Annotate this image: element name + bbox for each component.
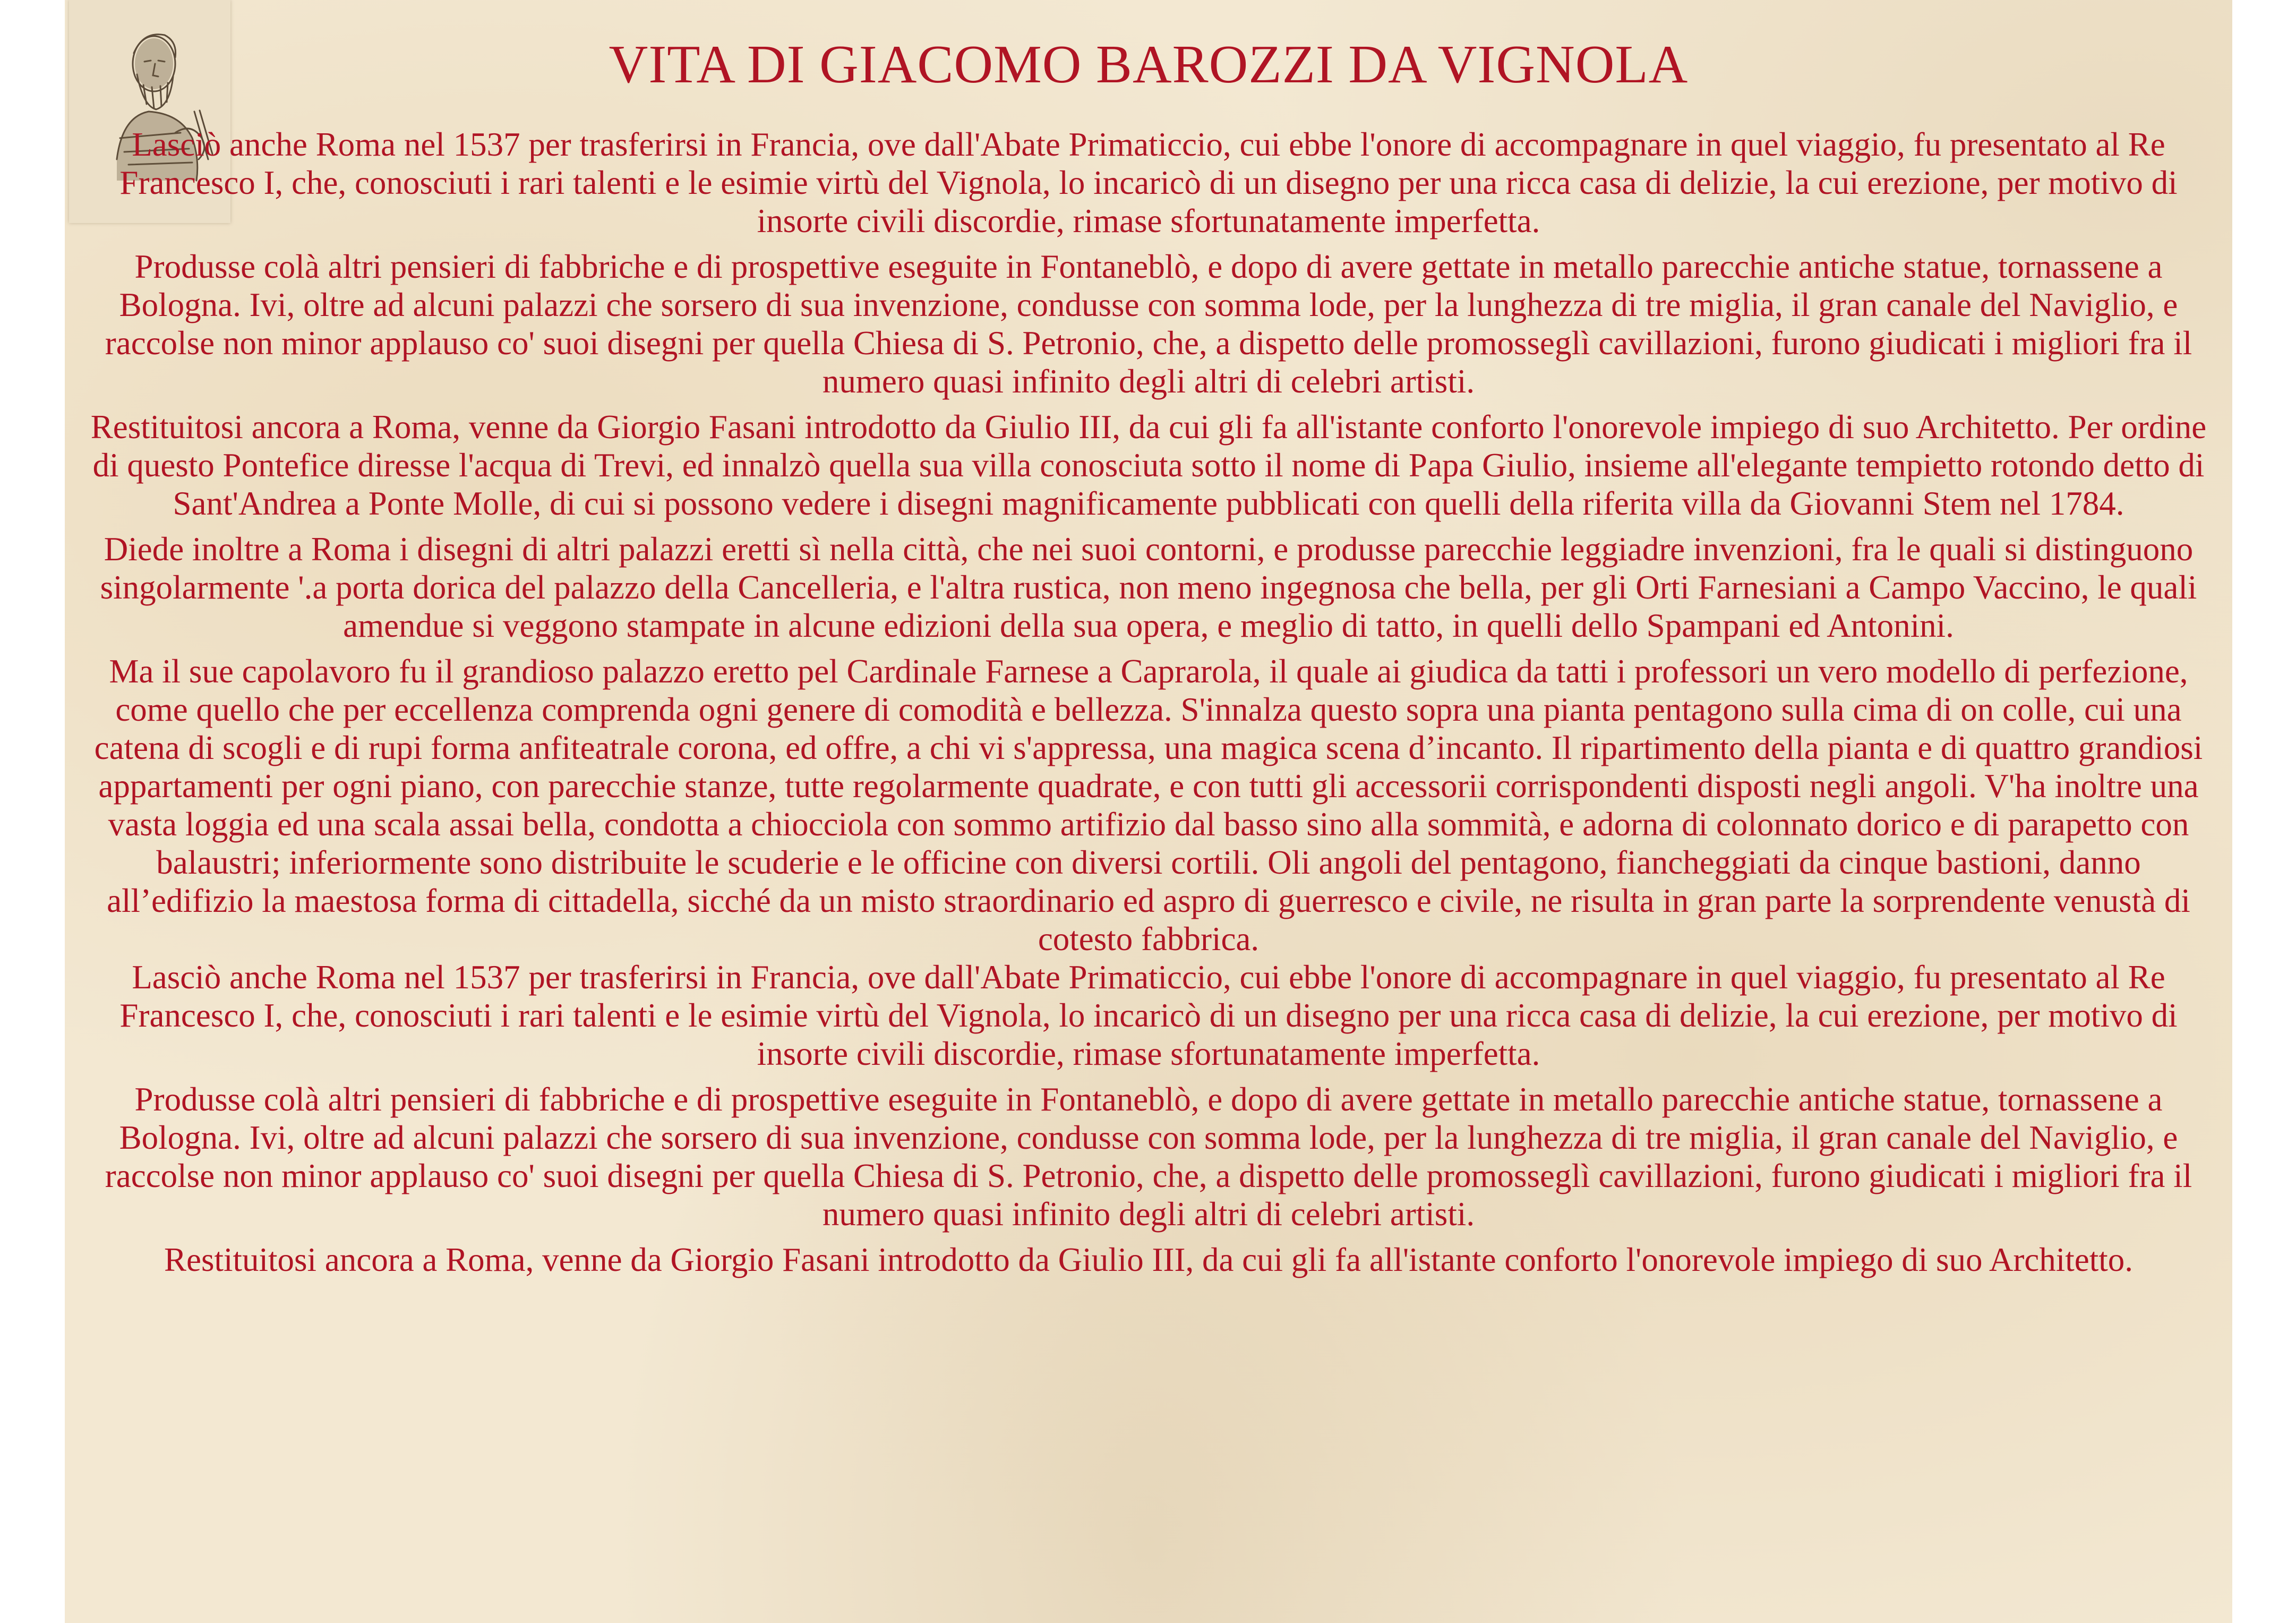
paragraph: Produsse colà altri pensieri di fabbriche e di prospettive eseguite in Fontaneblò, e dopo di avere gettate in metallo parecchie antiche statue, tornassene a Bologna. Ivi, oltre ad alcuni palazzi che sorsero di sua invenzione, condusse con somma lode, per la lunghezza di tre miglia, il gran canale del Naviglio, e raccolse non minor applauso co' suoi disegni per quella Chiesa di S. Petronio, che, a dispetto delle promosseglì cavillazioni, furono giudicati i migliori fra il numero quasi infinito degli altri di celebri artisti. (105, 248, 2192, 400)
paragraph: Ma il sue capolavoro fu il grandioso palazzo eretto pel Cardinale Farnese a Caprarola, il quale ai giudica da tatti i professori un vero modello di perfezione, come quello che per eccellenza comprenda ogni genere di comodità e bellezza. S'innalza questo sopra una pianta pentagono sulla cima di on colle, cui una catena di scogli e di rupi forma anfiteatrale corona, ed offre, a chi vi s'appressa, una magica scena d’incanto. Il ripartimento della pianta e di quattro grandiosi appartamenti per ogni piano, con parecchie stanze, tutte regolarmente quadrate, e con tutti gli accessorii corrispondenti disposti negli angoli. V'ha inoltre una vasta loggia ed una scala assai bella, condotta a chiocciola con sommo artifizio dal basso sino alla sommità, e adorna di colonnato dorico e di parapetto con balaustri; inferiormente sono distribuite le scuderie e le officine con diversi cortili. Oli angoli del pentagono, fiancheggiati da cinque bastioni, danno all’edifizio la maestosa forma di cittadella, sicché da un misto straordinario ed aspro di guerresco e civile, ne risulta in gran parte la sorprendente venustà di cotesto fabbrica. (94, 653, 2203, 958)
paragraph: Lasciò anche Roma nel 1537 per trasferirsi in Francia, ove dall'Abate Primaticcio, cui ebbe l'onore di accompagnare in quel viaggio, fu presentato al Re Francesco I, che, conosciuti i rari talenti e le esimie virtù del Vignola, lo incaricò di un disegno per una ricca casa di delizie, la cui erezione, per motivo di insorte civili discordie, rimase sfortunatamente imperfetta. (119, 126, 2178, 240)
paragraph: Restituitosi ancora a Roma, venne da Giorgio Fasani introdotto da Giulio III, da cui gli fa all'istante conforto l'onorevole impiego di suo Architetto. (164, 1241, 2133, 1278)
paragraph: Produsse colà altri pensieri di fabbriche e di prospettive eseguite in Fontaneblò, e dopo di avere gettate in metallo parecchie antiche statue, tornassene a Bologna. Ivi, oltre ad alcuni palazzi che sorsero di sua invenzione, condusse con somma lode, per la lunghezza di tre miglia, il gran canale del Naviglio, e raccolse non minor applauso co' suoi disegni per quella Chiesa di S. Petronio, che, a dispetto delle promosseglì cavillazioni, furono giudicati i migliori fra il numero quasi infinito degli altri di celebri artisti. (105, 1081, 2192, 1233)
paragraph: Restituitosi ancora a Roma, venne da Giorgio Fasani introdotto da Giulio III, da cui gli fa all'istante conforto l'onorevole impiego di suo Architetto. Per ordine di questo Pontefice diresse l'acqua di Trevi, ed innalzò quella sua villa conosciuta sotto il nome di Papa Giulio, insieme all'elegante tempietto rotondo detto di Sant'Andrea a Ponte Molle, di cui si possono vedere i disegni magnificamente pubblicati con quelli della riferita villa da Giovanni Stem nel 1784. (90, 408, 2207, 522)
document-page (65, 0, 2232, 1623)
paragraph: Lasciò anche Roma nel 1537 per trasferirsi in Francia, ove dall'Abate Primaticcio, cui ebbe l'onore di accompagnare in quel viaggio, fu presentato al Re Francesco I, che, conosciuti i rari talenti e le esimie virtù del Vignola, lo incaricò di un disegno per una ricca casa di delizie, la cui erezione, per motivo di insorte civili discordie, rimase sfortunatamente imperfetta. (119, 959, 2178, 1072)
document-body (86, 125, 2211, 1286)
page-title: VITA DI GIACOMO BAROZZI DA VIGNOLA (609, 35, 1689, 95)
paragraph: Diede inoltre a Roma i disegni di altri palazzi eretti sì nella città, che nei suoi contorni, e produsse parecchie leggiadre invenzioni, fra le quali si distinguono singolarmente '.a porta dorica del palazzo della Cancelleria, e l'altra rustica, non meno ingegnosa che bella, per gli Orti Farnesiani a Campo Vaccino, le quali amendue si veggono stampate in alcune edizioni della sua opera, e meglio di tatto, in quelli dello Spampani ed Antonini. (100, 531, 2197, 644)
